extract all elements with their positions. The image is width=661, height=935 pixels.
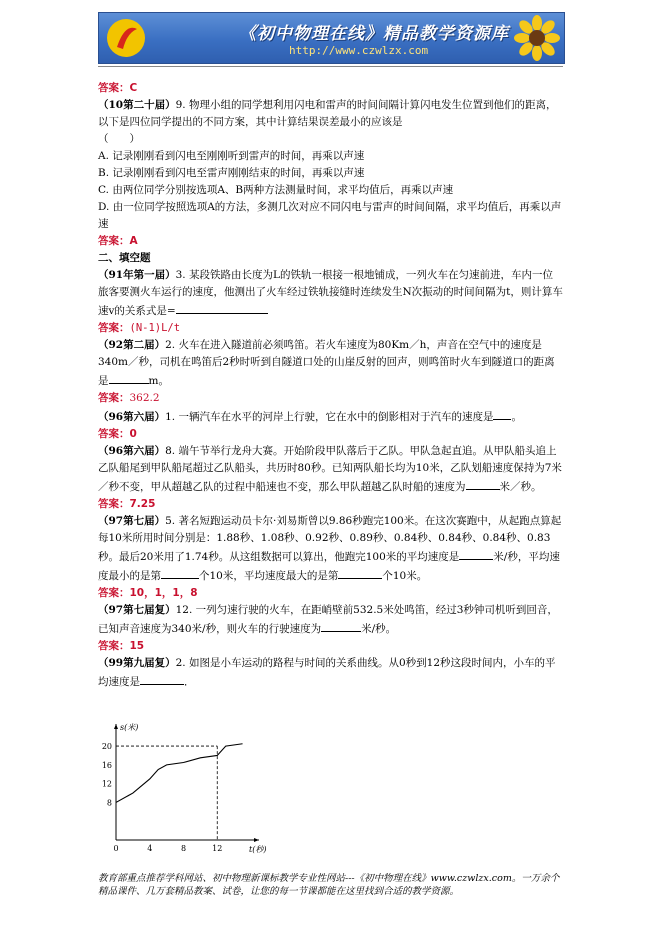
- answer-blank: [109, 371, 149, 384]
- question-q96b: （96第六届）8. 端午节举行龙舟大赛。开始阶段甲队落后于乙队。甲队急起直追。从甲队船头追上乙队船尾到甲队船尾超过乙队船头，共历时80秒。已知两队船长均为10米，乙队划船速度保持为7米／秒不变，甲从超越乙队的过程中船速也不变，那么甲队超越乙队时船的速度为 米／秒。: [98, 445, 562, 493]
- x-tick-label: 8: [180, 844, 187, 853]
- answer-value: 0: [129, 428, 137, 440]
- answer-blank: [338, 566, 382, 579]
- y-tick-label: 8: [106, 798, 112, 808]
- y-tick-label: 20: [101, 742, 112, 752]
- x-tick-label: 4: [147, 844, 153, 853]
- y-tick-label: 16: [101, 760, 112, 770]
- answer-value: (N-1)L/t: [129, 322, 181, 334]
- answer-value: 10，1，1，8: [129, 587, 198, 599]
- answer-blank: [493, 407, 511, 420]
- question-q97b: （97第七届复）12. 一列匀速行驶的火车，在距峭壁前532.5米处鸣笛，经过3秒钟司机听到回音，已知声音速度为340米/秒，则火车的行驶速度为 米/秒。: [98, 604, 558, 635]
- x-tick-label: 12: [212, 844, 223, 853]
- answer-value: C: [129, 82, 138, 94]
- x-tick-label: 0: [113, 844, 119, 853]
- section-heading: 二、填空题: [98, 252, 151, 264]
- question-q97a: （97第七届）5. 著名短跑运动员卡尔·刘易斯曾以9.86秒跑完100米。在这次赛跑中，从起跑点算起每10米所用时间分别是：1.88秒、1.08秒、0.92秒、0.89秒、0.84秒、0.84秒、0.84秒、0.83秒。最后20米用了1.74秒。从这组数据可以算出，他跑完100米的平均速度是 米/秒，平均速度最小的是第 个10米，平均速度最大的是第 个10米。: [98, 515, 562, 582]
- banner-title: 《初中物理在线》精品教学资源库: [239, 24, 509, 44]
- footer-note: 教育部重点推荐学科网站、初中物理新课标教学专业性网站---《初中物理在线》www.czwlzx.com。一万余个精品课件、几万套精品教案、试卷，让您的每一节课都能在这里找到合适的教学资源。: [98, 873, 560, 897]
- answer-value: 362.2: [129, 392, 160, 404]
- y-tick-label: 12: [101, 779, 112, 789]
- option-c: C. 由两位同学分别按选项A、B两种方法测量时间，求平均值后，再乘以声速: [98, 184, 454, 196]
- banner-url[interactable]: http://www.czwlzx.com: [289, 44, 429, 57]
- answer-blank: [321, 619, 361, 632]
- x-axis-label: t(秒): [249, 845, 267, 854]
- answer-value: 7.25: [129, 498, 156, 510]
- series-line: [116, 744, 243, 803]
- header-divider: [98, 66, 563, 67]
- question-q91: （91年第一届）3. 某段铁路由长度为L的铁轨一根接一根地铺成，一列火车在匀速前进，车内一位旅客要测火车运行的速度，他测出了火车经过铁轨接缝时连续发生N次振动的时间间隔为t，则计算车速v的关系式是=: [98, 269, 563, 317]
- y-axis-arrow: [114, 724, 118, 729]
- answer-label: 答案：: [98, 82, 130, 94]
- option-b: B. 记录刚刚看到闪电至雷声刚刚结束的时间，再乘以声速: [98, 167, 365, 179]
- logo-icon: [105, 17, 147, 59]
- answer-blank: [459, 547, 493, 560]
- question-q99: （99第九届复）2. 如图是小车运动的路程与时间的关系曲线。从0秒到12秒这段时间内，小车的平均速度是 ．: [98, 657, 556, 688]
- header-banner: [98, 12, 565, 64]
- option-d: D. 由一位同学按照选项A的方法，多测几次对应不同闪电与雷声的时间间隔，求平均值后，再乘以声速: [98, 201, 562, 230]
- sunflower-icon: [514, 15, 560, 61]
- y-axis-label: s(米): [120, 723, 139, 732]
- question-q9: （10第二十届）9. 物理小组的同学想利用闪电和雷声的时间间隔计算闪电发生位置到他们的距离，以下是四位同学提出的不同方案，其中计算结果误差最小的应该是: [98, 99, 557, 128]
- answer-blank: [176, 301, 268, 314]
- distance-time-chart: [98, 722, 268, 862]
- answer-blank: [140, 672, 184, 685]
- option-a: A. 记录刚刚看到闪电至刚刚听到雷声的时间，再乘以声速: [98, 150, 365, 162]
- question-q96a: （96第六届）1. 一辆汽车在水平的河岸上行驶，它在水中的倒影相对于汽车的速度是 。: [98, 407, 563, 426]
- question-paren: （ ）: [98, 133, 140, 145]
- question-q92: （92第二届）2. 火车在进入隧道前必须鸣笛。若火车速度为80Km／h，声音在空气中的速度是340m／秒，司机在鸣笛后2秒时听到自隧道口处的山崖反射的回声，则鸣笛时火车到隧道口的距离是 m。: [98, 339, 555, 387]
- answer-value: 15: [129, 640, 145, 652]
- answer-blank: [466, 477, 500, 490]
- x-axis-arrow: [254, 838, 259, 842]
- answer-blank: [161, 566, 199, 579]
- answer-value: A: [129, 235, 138, 247]
- document-body: 答案：C （10第二十届）9. 物理小组的同学想利用闪电和雷声的时间间隔计算闪电发生位置到他们的距离，以下是四位同学提出的不同方案，其中计算结果误差最小的应该是 （ ） A. 记录刚刚看到闪电至刚刚听到雷声的时间，再乘以声速 B. 记录刚刚看到闪电至雷声刚刚结束的时间，再乘以声速 C. 由两位同学分别按选项A、B两种方法测量时间，求平均值后，再乘以声速 D. 由一位同学按照选项A的方法，多测几次对应不同闪电与雷声的时间间隔，求平均值后，再乘以声速 答案：A 二、填空题 （91年第一届）3. 某段铁路由长度为L的铁轨一根接一根地铺成，一列火车在匀速前进，车内一位旅客要测火车运行的速度，他测出了火车经过铁轨接缝时连续发生N次振动的时间间隔为t，则计算车速v的关系式是= 答案：(N-1)L/t （92第二届）2. 火车在进入隧道前必须鸣笛。若火车速度为80Km／h，声音在空气中的速度是340m／秒，司机在鸣笛后2秒时听到自隧道口处的山崖反射的回声，则鸣笛时火车到隧道口的距离是 m。 答案：362.2 （96第六届）1. 一辆汽车在水平的河岸上行驶，它在水中的倒影相对于汽车的速度是 。 答案：0 （96第六届）8. 端午节举行龙舟大赛。开始阶段甲队落后于乙队。甲队急起直追。从甲队船头追上乙队船尾到甲队船尾超过乙队船头，共历时80秒。已知两队船长均为10米，乙队划船速度保持为7米／秒不变，甲从超越乙队的过程中船速也不变，那么甲队超越乙队时船的速度为 米／秒。 答案：7.25 （97第七届）5. 著名短跑运动员卡尔·刘易斯曾以9.86秒跑完100米。在这次赛跑中，从起跑点算起每10米所用时间分别是：1.88秒、1.08秒、0.92秒、0.89秒、0.84秒、0.84秒、0.84秒、0.83秒。最后20米用了1.74秒。从这组数据可以算出，他跑完100米的平均速度是 米/秒，平均速度最小的是第 个10米，平均速度最大的是第 个10米。 答案：10，1，1，8 （97第七届复）12. 一列匀速行驶的火车，在距峭壁前532.5米处鸣笛，经过3秒钟司机听到回音，已知声音速度为340米/秒，则火车的行驶速度为 米/秒。 答案：15 （99第九届复）2. 如图是小车运动的路程与时间的关系曲线。从0秒到12秒这段时间内，小车的平均速度是 ．: [98, 80, 563, 691]
